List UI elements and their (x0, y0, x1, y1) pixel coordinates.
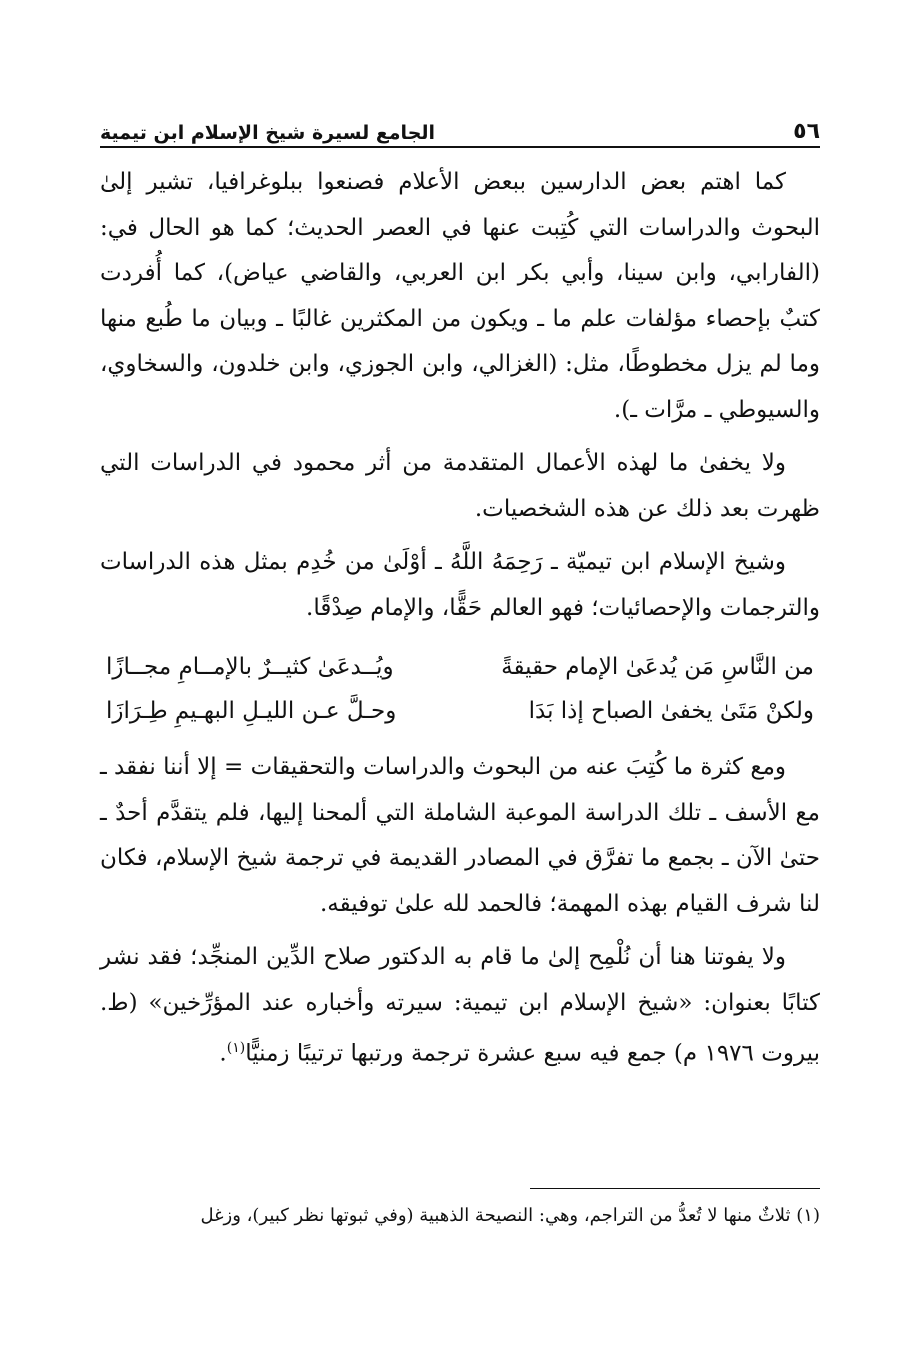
footnote-separator (530, 1188, 820, 1189)
footnote-marker: (١) (796, 1205, 820, 1226)
paragraph-bibliographies: كما اهتم بعض الدارسين ببعض الأعلام فصنعوا ببلوغرافيا، تشير إلىٰ البحوث والدراسات التي كُتِبت عنها في العصر الحديث؛ كما هو الحال في: (الفارابي، وابن سينا، وأبي بكر ابن العربي، والقاضي عياض)، كما أُفردت كتبٌ بإحصاء مؤلفات علم ما ـ ويكون من المكثرين غالبًا ـ وبيان ما طُبع منها وما لم يزل مخطوطًا، مثل: (الغزالي، وابن الجوزي، وابن خلدون، والسخاوي، والسيوطي ـ مرَّات ـ). (100, 169, 820, 423)
footnote-reference: (١) (226, 1040, 246, 1056)
running-header (100, 104, 820, 148)
paragraph-munajjid-text: ولا يفوتنا هنا أن نُلْمِح إلىٰ ما قام به الدكتور صلاح الدِّين المنجِّد؛ فقد نشر كتابًا بعنوان: «شيخ الإسلام ابن تيمية: سيرته وأخباره عند المؤرِّخين» (ط. بيروت ١٩٧٦ م) جمع فيه سبع عشرة ترجمة ورتبها ترتيبًا زمنيًّا (100, 944, 820, 1067)
footnote-text: ثلاثٌ منها لا تُعدُّ من التراجم، وهي: النصيحة الذهبية (وفي ثبوتها نظر كبير)، وزغل (200, 1205, 791, 1226)
main-text (100, 160, 820, 1077)
book-page (100, 104, 820, 1284)
poem-verse (100, 689, 820, 733)
sentence-end: . (219, 1040, 227, 1067)
paragraph-munajjid (100, 935, 820, 1077)
verse-second-hemistich: وحـلَّ عـن الليـلِ البهـيمِ طِـرَازَا (106, 698, 397, 724)
verse-first-hemistich: من النَّاسِ مَن يُدعَىٰ الإمام حقيقةً (501, 654, 814, 680)
paragraph-gap: ومع كثرة ما كُتِبَ عنه من البحوث والدراسات والتحقيقات = إلا أننا نفقد ـ مع الأسف ـ تلك الدراسة الموعبة الشاملة التي ألمحنا إليها، فلم يتقدَّم أحدٌ ـ حتىٰ الآن ـ بجمع ما تفرَّق في المصادر القديمة في ترجمة شيخ الإسلام، فكان لنا شرف القيام بهذه المهمة؛ فالحمد لله علىٰ توفيقه. (100, 754, 820, 917)
page-number: ٥٦ (793, 119, 820, 144)
running-title: الجامع لسيرة شيخ الإسلام ابن تيمية (100, 122, 436, 144)
verse-second-hemistich: ويُــدعَىٰ كثيــرٌ بالإمــامِ مجــازًا (106, 654, 394, 680)
paragraph-ibn-taymiyyah: وشيخ الإسلام ابن تيميّة ـ رَحِمَهُ اللَّهُ ـ أوْلَىٰ من خُدِم بمثل هذه الدراسات والترجمات والإحصائيات؛ فهو العالم حَقًّا، والإمام صِدْقًا. (100, 549, 820, 621)
poem-verse (100, 645, 820, 689)
footnote (100, 1201, 820, 1231)
verse-first-hemistich: ولكنْ مَتَىٰ يخفىٰ الصباح إذا بَدَا (528, 698, 814, 724)
paragraph-impact: ولا يخفىٰ ما لهذه الأعمال المتقدمة من أثر محمود في الدراسات التي ظهرت بعد ذلك عن هذه الشخصيات. (100, 450, 820, 522)
poem (100, 645, 820, 733)
